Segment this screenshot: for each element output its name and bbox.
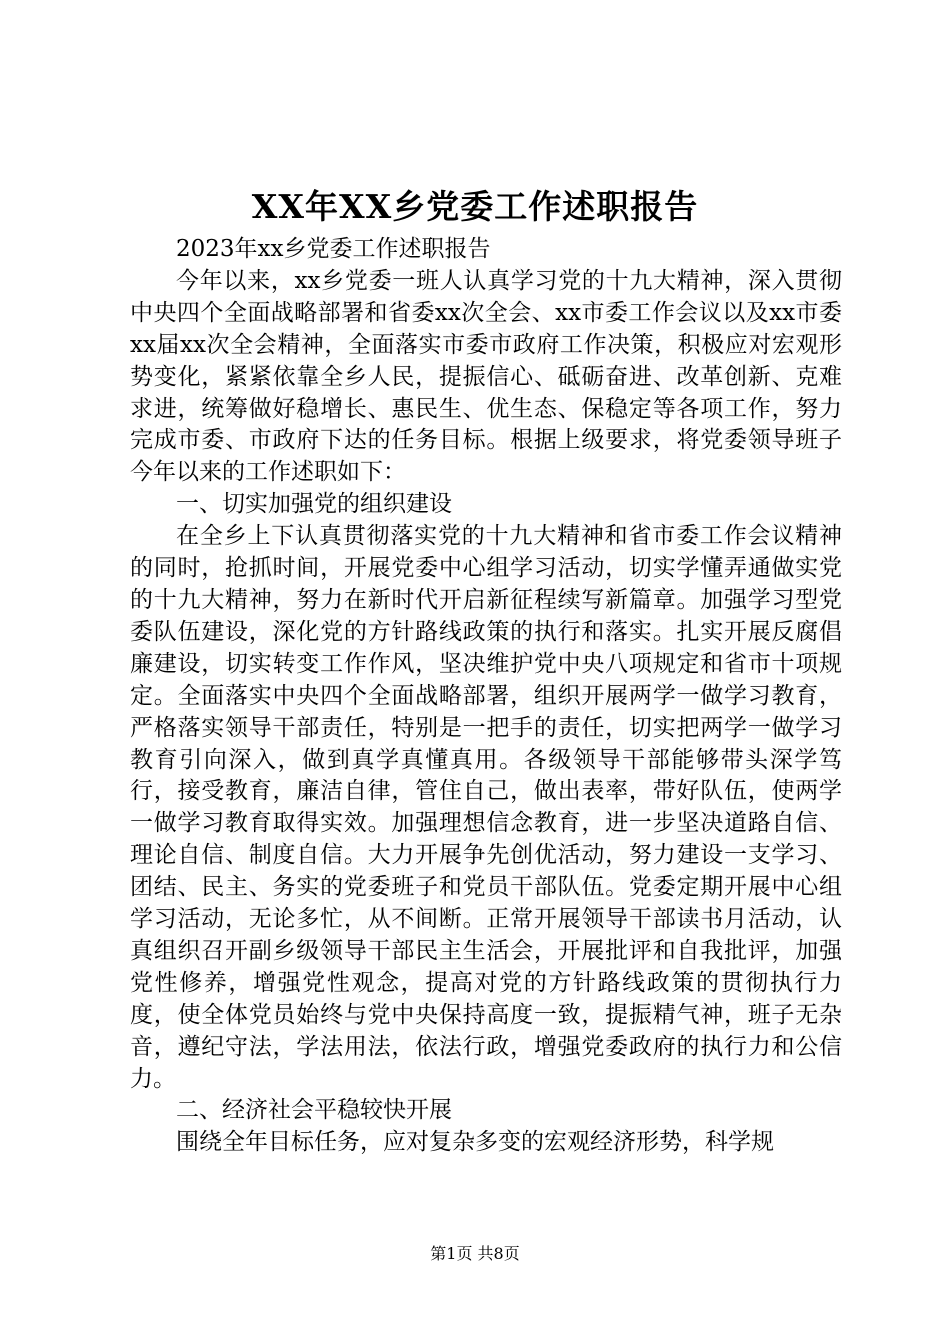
document-body: [130, 234, 842, 1159]
section-2-paragraph: 围绕全年目标任务，应对复杂多变的宏观经济形势，科学规: [176, 1129, 774, 1156]
document-title: XX年XX乡党委工作述职报告: [251, 187, 699, 226]
section-heading-1: 一、切实加强党的组织建设: [176, 491, 452, 518]
section-heading-2: 二、经济社会平稳较快开展: [176, 1097, 452, 1124]
section-1-paragraph: 在全乡上下认真贯彻落实党的十九大精神和省市委工作会议精神的同时，抢抓时间，开展党委中心组学习活动，切实学懂弄通做实党的十九大精神，努力在新时代开启新征程续写新篇章。加强学习型党委队伍建设，深化党的方针路线政策的执行和落实。扎实开展反腐倡廉建设，切实转变工作作风，坚决维护党中央八项规定和省市十项规定。全面落实中央四个全面战略部署，组织开展两学一做学习教育，严格落实领导干部责任，特别是一把手的责任，切实把两学一做学习教育引向深入，做到真学真懂真用。各级领导干部能够带头深学笃行，接受教育，廉洁自律，管住自己，做出表率，带好队伍，使两学一做学习教育取得实效。加强理想信念教育，进一步坚决道路自信、理论自信、制度自信。大力开展争先创优活动，努力建设一支学习、团结、民主、务实的党委班子和党员干部队伍。党委定期开展中心组学习活动，无论多忙，从不间断。正常开展领导干部读书月活动，认真组织召开副乡级领导干部民主生活会，开展批评和自我批评，加强党性修养，增强党性观念，提高对党的方针路线政策的贯彻执行力度，使全体党员始终与党中央保持高度一致，提振精气神，班子无杂音，遵纪守法，学法用法，依法行政，增强党委政府的执行力和公信力。: [130, 523, 842, 1092]
page-number-footer: 第1页 共8页: [430, 1244, 520, 1263]
intro-paragraph: 今年以来，xx乡党委一班人认真学习党的十九大精神，深入贯彻中央四个全面战略部署和省委xx次全会、xx市委工作会议以及xx市委xx届xx次全会精神，全面落实市委市政府工作决策，积极应对宏观形势变化，紧紧依靠全乡人民，提振信心、砥砺奋进、改革创新、克难求进，统筹做好稳增长、惠民生、优生态、保稳定等各项工作，努力完成市委、市政府下达的任务目标。根据上级要求，将党委领导班子今年以来的工作述职如下：: [130, 267, 842, 486]
subtitle-paragraph: 2023年xx乡党委工作述职报告: [176, 236, 491, 262]
